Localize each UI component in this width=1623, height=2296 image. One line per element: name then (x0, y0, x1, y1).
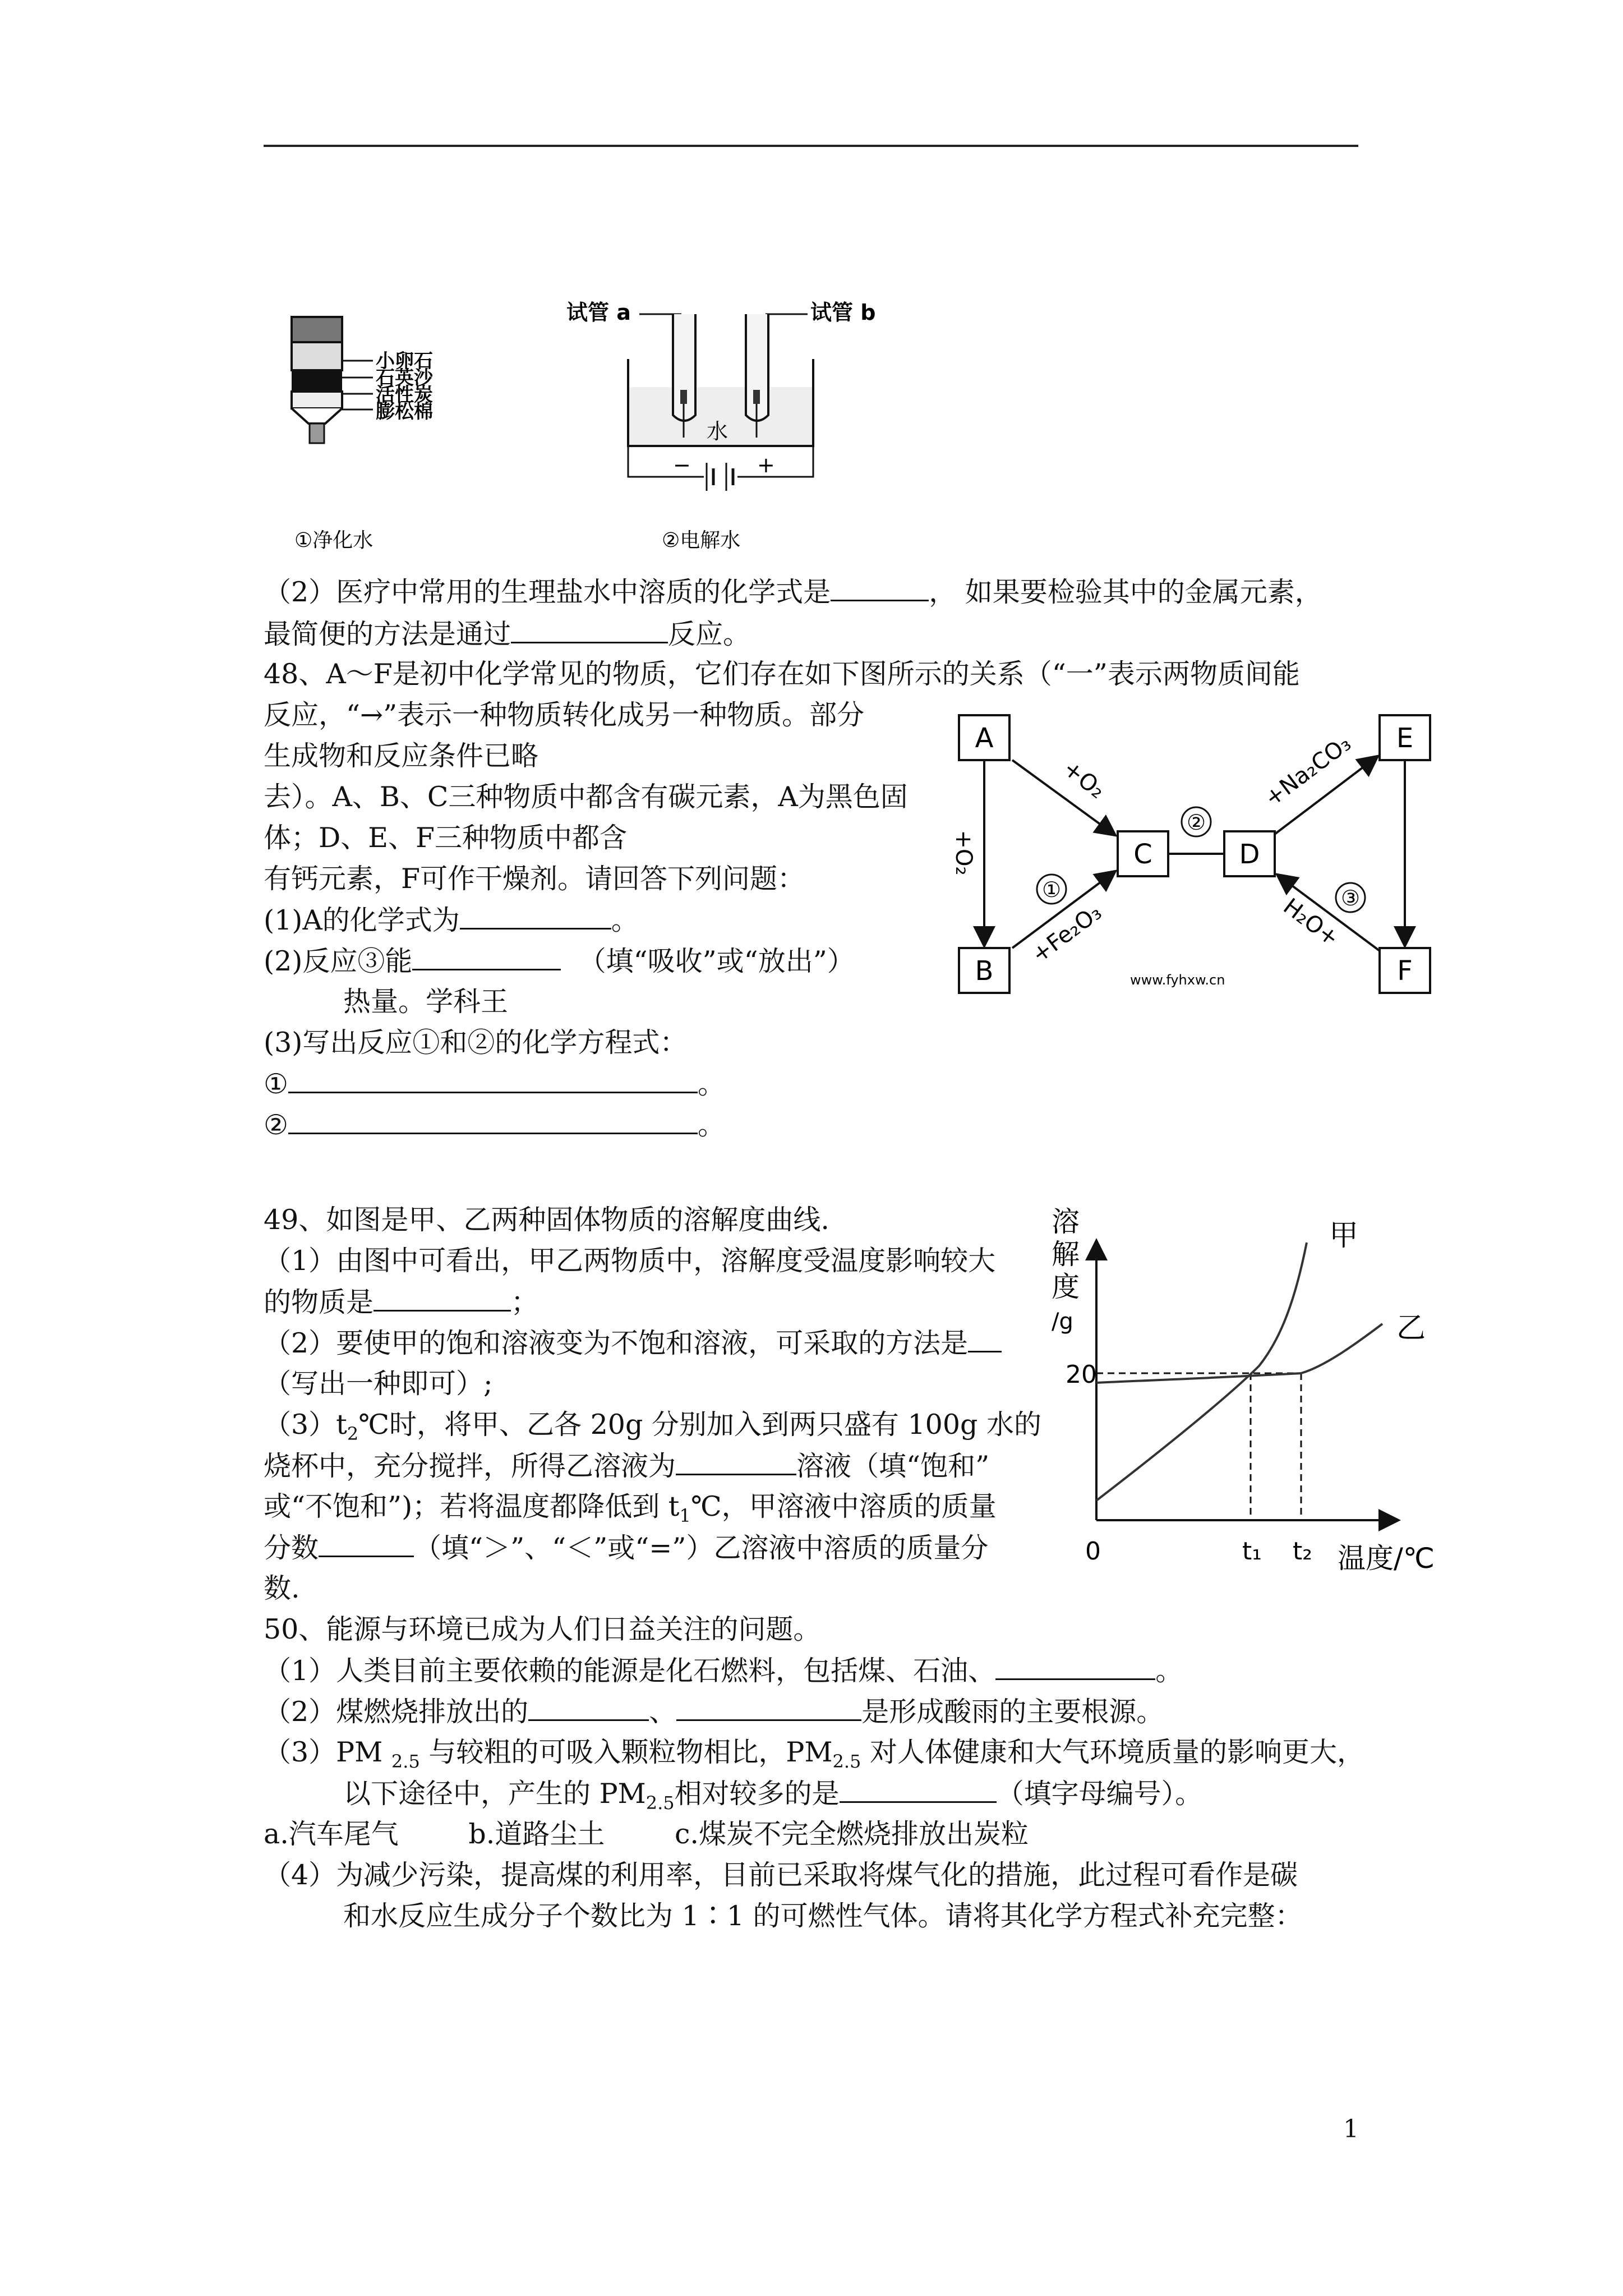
q50-line8: 和水反应生成分子个数比为 1∶1 的可燃性气体。请将其化学方程式补充完整： (343, 1900, 1303, 1932)
answer-blank[interactable] (995, 1654, 1155, 1680)
node-b-label: B (975, 955, 994, 987)
y-tick-20: 20 (1066, 1360, 1097, 1389)
q48-q2: (2)反应③能 （填“吸收”或“放出”） (264, 945, 855, 977)
header-rule (264, 145, 1358, 147)
q49-line4: （2）要使甲的饱和溶液变为不饱和溶液，可采取的方法是 (264, 1326, 1002, 1360)
q49-line10: 数. (264, 1572, 300, 1604)
node-c-label: C (1133, 839, 1152, 870)
label-quartz-sand: 石英沙 (376, 367, 433, 389)
label-a-c: +O₂ (1058, 755, 1110, 804)
q48-q3-2: ② 。 (264, 1109, 725, 1141)
node-e-label: E (1396, 723, 1414, 754)
page-number: 1 (1343, 2115, 1359, 2143)
series-jia-label: 甲 (1329, 1219, 1359, 1253)
label-a-b: +O₂ (951, 830, 976, 876)
q50-line3: （2）煤燃烧排放出的 、 是形成酸雨的主要根源。 (264, 1696, 1164, 1728)
label-f-d: H₂O+ (1278, 893, 1344, 952)
answer-blank[interactable] (288, 1067, 698, 1093)
answer-blank[interactable] (460, 903, 611, 930)
mark-two: ② (1186, 810, 1206, 835)
q48-q1: (1)A的化学式为 。 (264, 904, 639, 936)
answer-blank[interactable] (676, 1695, 861, 1721)
label-b-c: +Fe₂O₃ (1027, 899, 1106, 968)
q50-line7: （4）为减少污染，提高煤的利用率，目前已采取将煤气化的措施，此过程可看作是碳 (264, 1859, 1298, 1891)
q49-line5: （写出一种即可）; (264, 1368, 493, 1400)
q50-line5: 以下途径中，产生的 $PM_{2.5}$相对较多的是 （填字母编号）。 (343, 1778, 1203, 1814)
q50-line6: a.汽车尾气 b.道路尘土 c.煤炭不完全燃烧排放出炭粒 (264, 1818, 1029, 1850)
q49-line9: 分数 （填“＞”、“＜”或“=”）乙溶液中溶质的质量分 (264, 1532, 989, 1564)
q47-line1: （2）医疗中常用的生理盐水中溶质的化学式是 ， 如果要检验其中的金属元素， (264, 576, 1322, 608)
answer-blank[interactable] (288, 1108, 698, 1134)
x-tick-t2: t₂ (1293, 1537, 1312, 1566)
label-pebbles: 小卵石 (376, 350, 433, 372)
answer-blank[interactable] (511, 617, 668, 643)
label-water: 水 (707, 419, 728, 444)
q48-line5: 体；D、E、F三种物质中都含 (264, 822, 628, 854)
electrolysis-figure (566, 292, 948, 567)
node-d-label: D (1239, 839, 1260, 870)
q49-line1: 49、如图是甲、乙两种固体物质的溶解度曲线. (264, 1204, 829, 1236)
label-minus: − (673, 453, 691, 477)
q50-line1: 50、能源与环境已成为人们日益关注的问题。 (264, 1613, 821, 1645)
answer-blank[interactable] (676, 1449, 796, 1475)
answer-blank[interactable] (319, 1531, 414, 1557)
mark-three: ③ (1340, 886, 1361, 910)
water-purifier-figure (275, 306, 510, 564)
caption-electrolysis: ②电解水 (662, 529, 741, 552)
relation-diagram (948, 704, 1441, 1015)
q48-q3-1: ① 。 (264, 1068, 725, 1100)
watermark: www.fyhxw.cn (1130, 972, 1225, 988)
node-f-label: F (1397, 955, 1413, 987)
q49-line7: 烧杯中，充分搅拌，所得乙溶液为 溶液（填“饱和” (264, 1450, 990, 1482)
answer-blank[interactable] (831, 575, 929, 601)
q49-line8: 或“不饱和”)；若将温度都降低到 $t_1℃$，甲溶液中溶质的质量 (264, 1490, 997, 1526)
x-tick-t1: t₁ (1242, 1537, 1262, 1566)
q48-line2: 反应，“→”表示一种物质转化成另一种物质。部分 (264, 699, 865, 731)
answer-blank[interactable] (840, 1777, 997, 1803)
mark-one: ① (1041, 877, 1062, 902)
q50-line2: （1）人类目前主要依赖的能源是化石燃料，包括煤、石油、 。 (264, 1655, 1183, 1687)
q50-line4: （3）PM $_{2.5}$ 与较粗的可吸入颗粒物相比，$PM_{2.5}$ 对人体健康和大气环境质量的影响更大， (264, 1736, 1364, 1772)
label-tube-b: 试管 b (810, 300, 876, 325)
q49-line3: 的物质是 ； (264, 1286, 539, 1318)
q47-line2: 最简便的方法是通过 反应。 (264, 618, 751, 650)
label-tube-a: 试管 a (566, 300, 631, 325)
x-tick-0: 0 (1085, 1537, 1101, 1566)
node-a-label: A (975, 723, 994, 754)
caption-purify: ①净化水 (294, 529, 374, 552)
solubility-chart (1046, 1198, 1450, 1585)
series-yi-label: 乙 (1396, 1312, 1426, 1345)
answer-blank[interactable] (528, 1695, 649, 1721)
label-d-e: +Na₂CO₃ (1260, 730, 1356, 812)
y-axis-label: 溶解度/g (1052, 1205, 1080, 1335)
series-yi-curve (1096, 1324, 1382, 1383)
label-cotton: 膨松棉 (376, 401, 433, 423)
x-axis-label: 温度/℃ (1338, 1542, 1435, 1575)
q48-line6: 有钙元素，F可作干燥剂。请回答下列问题： (264, 863, 805, 895)
answer-blank[interactable] (374, 1285, 511, 1312)
q48-line1: 48、A～F是初中化学常见的物质，它们存在如下图所示的关系（“一”表示两物质间能 (264, 658, 1300, 690)
q49-line6: $(3)t_2℃$时，将甲、乙各 20g 分别加入到两只盛有 100g 水的 (264, 1409, 1041, 1444)
q49-line2: （1）由图中可看出，甲乙两物质中，溶解度受温度影响较大 (264, 1245, 996, 1277)
q48-line4: 去）。A、B、C三种物质中都含有碳元素，A为黑色固 (264, 781, 908, 813)
q48-line3: 生成物和反应条件已略 (264, 740, 539, 772)
answer-blank[interactable] (412, 944, 561, 970)
answer-blank[interactable] (968, 1326, 1002, 1352)
series-jia-curve (1096, 1243, 1307, 1501)
q48-q2-cont: 热量。学科王 (343, 986, 509, 1018)
q48-q3: (3)写出反应①和②的化学方程式： (264, 1027, 688, 1059)
label-activated-carbon: 活性炭 (376, 384, 433, 406)
label-plus: + (757, 453, 775, 477)
